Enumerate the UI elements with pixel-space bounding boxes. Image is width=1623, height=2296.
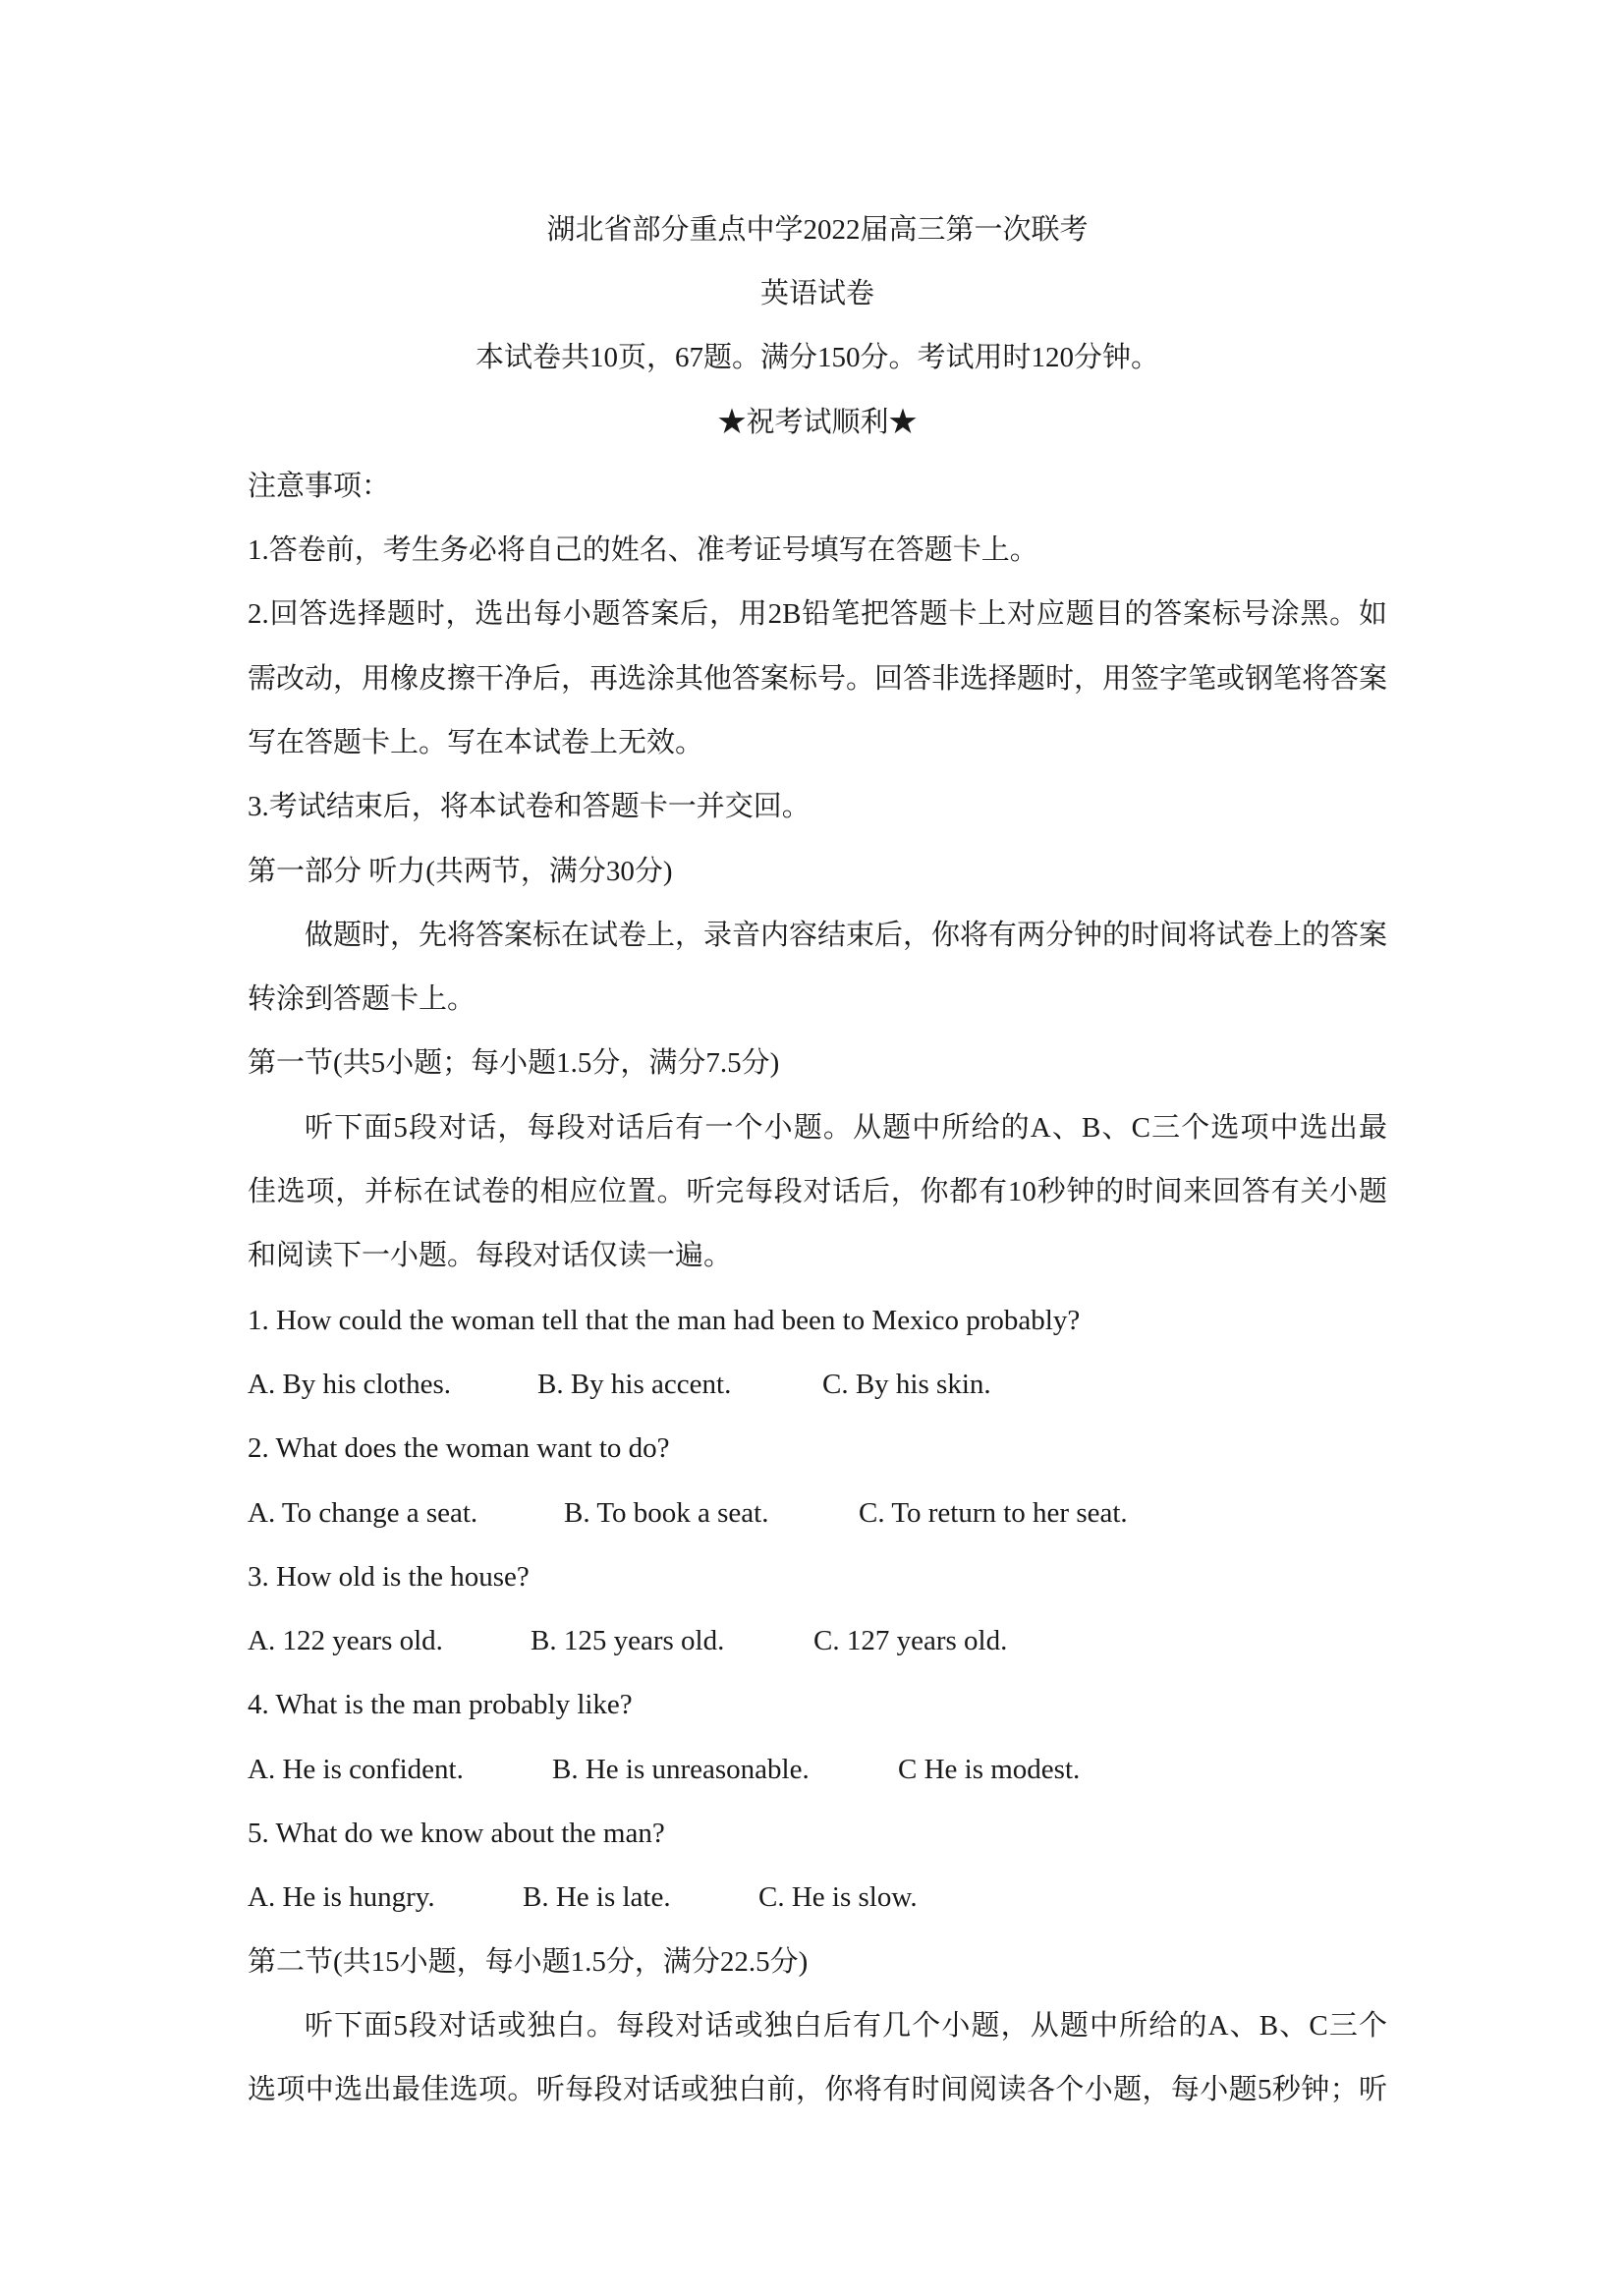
part1-heading: 第一部分 听力(共两节，满分30分) — [248, 856, 673, 887]
note-3: 3.考试结束后，将本试卷和答题卡一并交回。 — [248, 791, 811, 822]
option-a: A. He is hungry. — [248, 1881, 435, 1913]
section1-heading: 第一节(共5小题；每小题1.5分，满分7.5分) — [248, 1047, 780, 1079]
option-b: B. By his accent. — [537, 1369, 732, 1400]
option-a: A. He is confident. — [248, 1754, 464, 1785]
notes-heading: 注意事项： — [248, 471, 391, 502]
note-2-line-2: 需改动，用橡皮擦干净后，再选涂其他答案标号。回答非选择题时，用签字笔或钢笔将答案 — [248, 663, 1388, 695]
section2-intro-line-1: 听下面5段对话或独白。每段对话或独白后有几个小题，从题中所给的A、B、C三个 — [305, 2010, 1387, 2042]
option-c: C He is modest. — [898, 1754, 1081, 1785]
option-b: B. 125 years old. — [531, 1625, 725, 1656]
note-1: 1.答卷前，考生务必将自己的姓名、准考证号填写在答题卡上。 — [248, 534, 1038, 566]
exam-info: 本试卷共10页，67题。满分150分。考试用时120分钟。 — [475, 342, 1159, 373]
question-1: 1. How could the woman tell that the man had been to Mexico probably? — [248, 1305, 1081, 1336]
exam-title: 湖北省部分重点中学2022届高三第一次联考 — [546, 214, 1089, 246]
exam-subject: 英语试卷 — [759, 278, 874, 309]
question-5: 5. What do we know about the man? — [248, 1818, 665, 1849]
section1-intro-line-1: 听下面5段对话，每段对话后有一个小题。从题中所给的A、B、C三个选项中选出最 — [305, 1112, 1387, 1144]
note-2-line-3: 写在答题卡上。写在本试卷上无效。 — [248, 727, 704, 758]
part1-intro-line-1: 做题时，先将答案标在试卷上，录音内容结束后，你将有两分钟的时间将试卷上的答案 — [305, 920, 1388, 951]
question-2: 2. What does the woman want to do? — [248, 1432, 670, 1464]
option-b: B. To book a seat. — [564, 1497, 769, 1529]
option-b: B. He is unreasonable. — [552, 1754, 810, 1785]
section1-intro-line-3: 和阅读下一小题。每段对话仅读一遍。 — [248, 1240, 733, 1271]
option-c: C. 127 years old. — [813, 1625, 1008, 1656]
section2-intro-line-2: 选项中选出最佳选项。听每段对话或独白前，你将有时间阅读各个小题，每小题5秒钟；听 — [248, 2074, 1387, 2105]
option-c: C. He is slow. — [758, 1881, 918, 1913]
option-a: A. By his clothes. — [248, 1369, 452, 1400]
section2-heading: 第二节(共15小题，每小题1.5分，满分22.5分) — [248, 1946, 809, 1978]
exam-page — [248, 0, 1387, 2296]
option-a: A. To change a seat. — [248, 1497, 478, 1529]
section1-intro-line-2: 佳选项，并标在试卷的相应位置。听完每段对话后，你都有10秒钟的时间来回答有关小题 — [248, 1176, 1387, 1207]
option-c: C. To return to her seat. — [859, 1497, 1128, 1529]
part1-intro-line-2: 转涂到答题卡上。 — [248, 983, 476, 1015]
question-4: 4. What is the man probably like? — [248, 1689, 633, 1720]
note-2-line-1: 2.回答选择题时，选出每小题答案后，用2B铅笔把答题卡上对应题目的答案标号涂黑。如 — [248, 598, 1387, 630]
option-b: B. He is late. — [523, 1881, 671, 1913]
option-c: C. By his skin. — [822, 1369, 991, 1400]
option-a: A. 122 years old. — [248, 1625, 443, 1656]
exam-wish: ★祝考试顺利★ — [717, 407, 918, 438]
question-3: 3. How old is the house? — [248, 1561, 530, 1593]
